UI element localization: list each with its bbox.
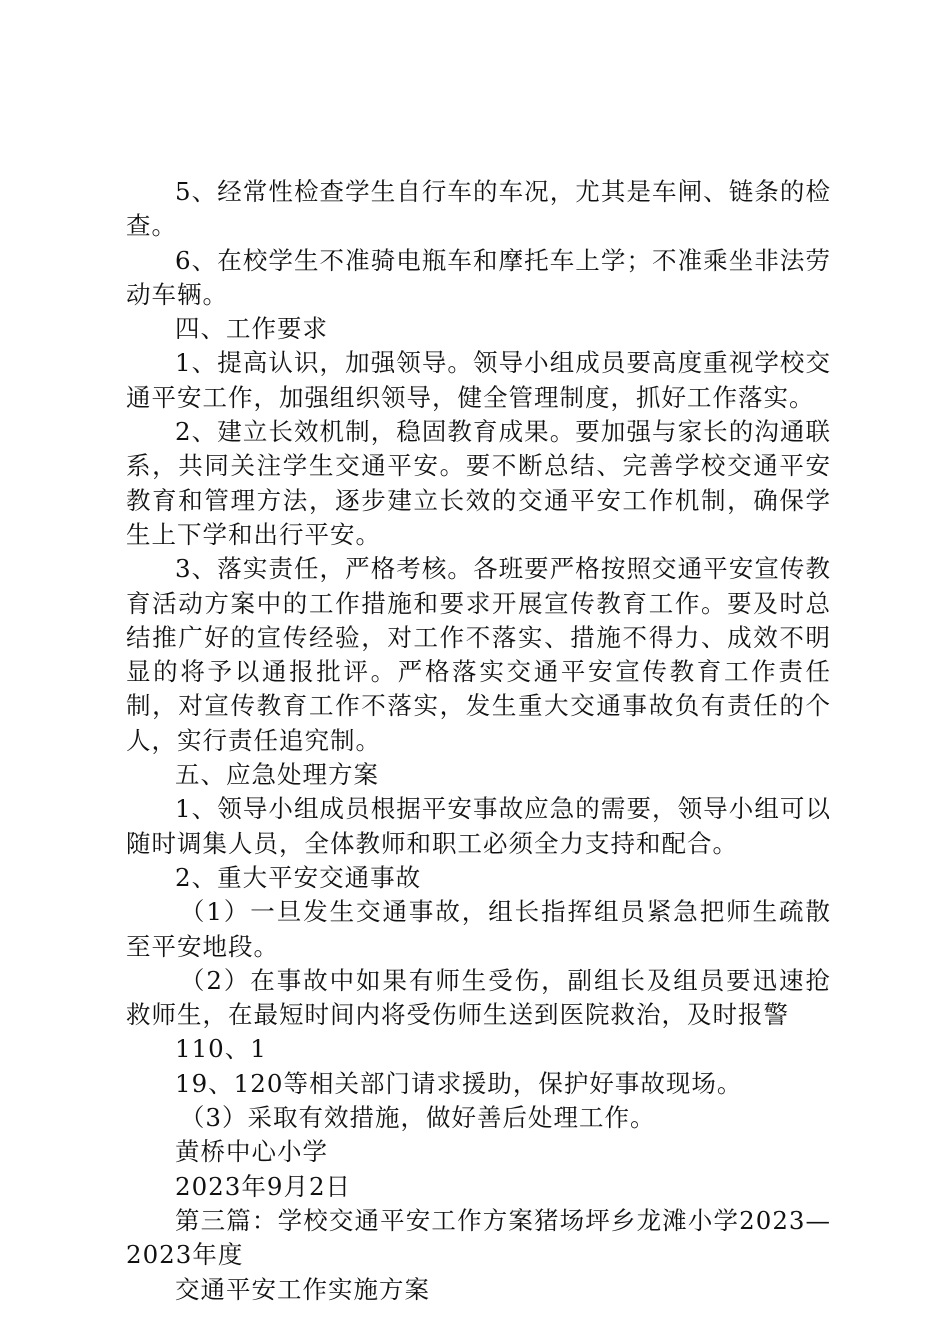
document-page xyxy=(126,175,831,1307)
chapter-subtitle: 交通平安工作实施方案 xyxy=(175,1274,430,1304)
paragraph-emergency-2-3: （3）采取有效措施，做好善后处理工作。 xyxy=(179,1103,656,1133)
paragraph-emergency-2: 2、重大平安交通事故 xyxy=(175,862,422,892)
paragraph-requirement-2: 2、建立长效机制，稳固教育成果。要加强与家长的沟通联系，共同关注学生交通平安。要不断总结、完善学校交通平安教育和管理方法，逐步建立长效的交通平安工作机制，确保学生上下学和出行平安。 xyxy=(126,417,831,549)
paragraph-requirement-1: 1、提高认识，加强领导。领导小组成员要高度重视学校交通平安工作，加强组织领导，健全管理制度，抓好工作落实。 xyxy=(126,348,831,412)
section-heading-emergency: 五、应急处理方案 xyxy=(175,760,379,790)
signature-date: 2023年9月2日 xyxy=(175,1171,352,1201)
paragraph-emergency-1: 1、领导小组成员根据平安事故应急的需要，领导小组可以随时调集人员，全体教师和职工必须全力支持和配合。 xyxy=(126,794,831,858)
signature-school: 黄桥中心小学 xyxy=(175,1137,328,1167)
paragraph-requirement-3: 3、落实责任，严格考核。各班要严格按照交通平安宣传教育活动方案中的工作措施和要求开展宣传教育工作。要及时总结推广好的宣传经验，对工作不落实、措施不得力、成效不明显的将予以通报批评。严格落实交通平安宣传教育工作责任制，对宣传教育工作不落实，发生重大交通事故负有责任的个人，实行责任追究制。 xyxy=(126,554,831,755)
paragraph-phone-fragment-2: 19、120等相关部门请求援助，保护好事故现场。 xyxy=(175,1068,743,1098)
paragraph-phone-fragment-1: 110、1 xyxy=(175,1034,267,1064)
chapter-title-part-three: 第三篇：学校交通平安工作方案猪场坪乡龙滩小学2023—2023年度 xyxy=(126,1205,831,1270)
paragraph-item-5: 5、经常性检查学生自行车的车况，尤其是车闸、链条的检查。 xyxy=(126,177,831,241)
paragraph-emergency-2-2: （2）在事故中如果有师生受伤，副组长及组员要迅速抢救师生，在最短时间内将受伤师生送到医院救治，及时报警 xyxy=(126,965,831,1030)
paragraph-item-6: 6、在校学生不准骑电瓶车和摩托车上学；不准乘坐非法劳动车辆。 xyxy=(126,245,831,309)
section-heading-requirements: 四、工作要求 xyxy=(175,314,328,344)
paragraph-emergency-2-1: （1）一旦发生交通事故，组长指挥组员紧急把师生疏散至平安地段。 xyxy=(126,897,831,961)
